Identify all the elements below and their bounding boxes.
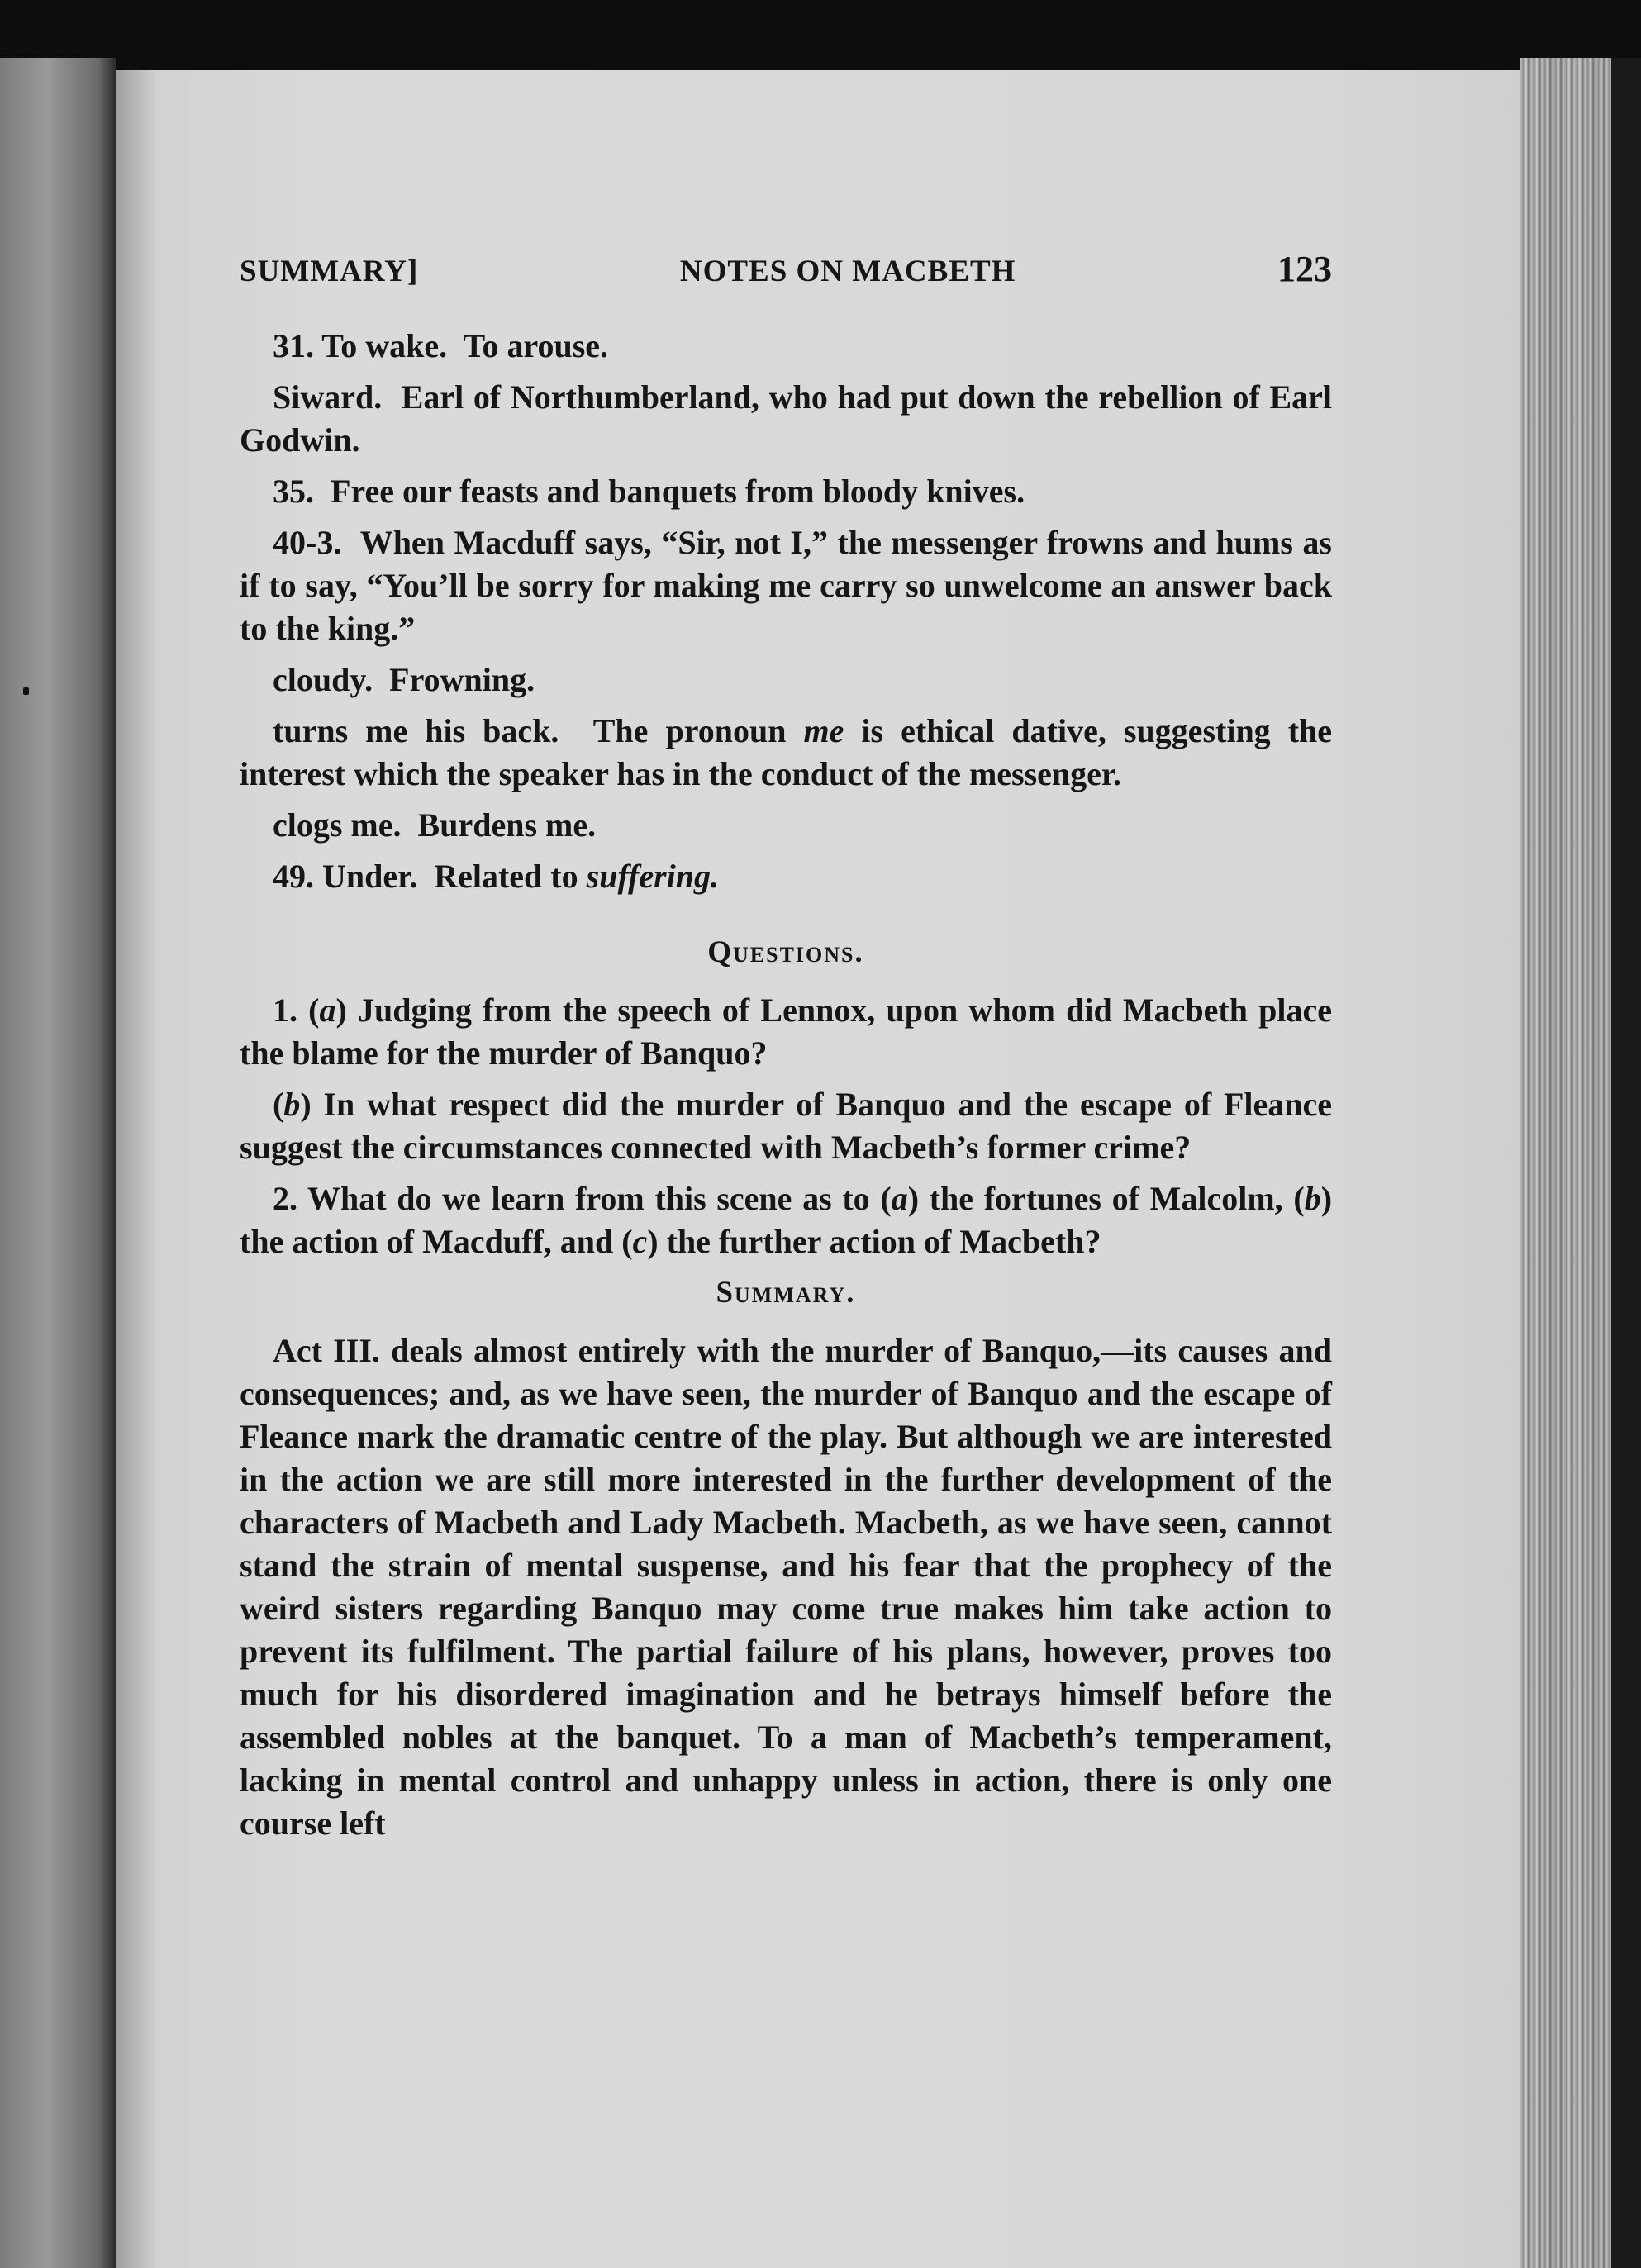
- note-gloss: To arouse.: [463, 327, 609, 364]
- page-number: 123: [1277, 249, 1332, 289]
- scan-speck: [23, 687, 29, 695]
- summary-heading: Summary.: [716, 1276, 856, 1310]
- note-gloss: Earl of Northumberland, who had put down the rebellion of Earl Godwin.: [240, 378, 1333, 459]
- question-text: (: [273, 1086, 284, 1123]
- note-turns-me-his-back: [240, 710, 1332, 796]
- note-lemma: 35.: [273, 473, 314, 510]
- question-text: ) the fortunes of Malcolm, (: [907, 1180, 1305, 1217]
- note-clogs-me: [240, 804, 1332, 847]
- summary-paragraph: Act III. deals almost entirely with the murder of Banquo,—its causes and consequences; and, as we have seen, the murder of Banquo and the escape of Fleance mark the dramatic centre of the play. But although we are interested in the action we are still more interested in the further development of the characters of Macbeth and Lady Macbeth. Macbeth, as we have seen, cannot stand the strain of mental suspense, and his fear that the prophecy of the weird sisters regarding Banquo may come true makes him take action to prevent its fulfilment. The partial failure of his plans, however, proves too much for his disordered imagination and he betrays himself before the assembled nobles at the banquet. To a man of Macbeth’s temperament, lacking in mental control and unhappy unless in action, there is only one course left: [240, 1332, 1332, 1842]
- note-gloss: Free our feasts and banquets from bloody knives.: [331, 473, 1025, 510]
- question-text: ) the action of Macduff, and (: [240, 1180, 1333, 1260]
- question-text: 1. (: [273, 991, 320, 1029]
- questions-heading: Questions.: [707, 935, 864, 969]
- note-line-49: [240, 855, 1332, 898]
- note-lemma: Siward.: [273, 378, 383, 416]
- note-gloss-part: Related to: [434, 858, 578, 895]
- question-letter: a: [319, 991, 336, 1029]
- question-text: ) the further action of Macbeth?: [647, 1223, 1101, 1260]
- question-letter: c: [632, 1223, 648, 1260]
- question-text: ) In what respect did the murder of Banquo and the escape of Fleance suggest the circumstances connected with Macbeth’s former crime?: [240, 1086, 1332, 1166]
- question-letter: b: [1304, 1180, 1321, 1217]
- note-gloss-part: The pronoun: [592, 712, 787, 749]
- note-gloss: When Macduff says, “Sir, not I,” the messenger frowns and hums as if to say, “You’ll be sorry for making me carry so unwelcome an answer back to the king.”: [240, 524, 1332, 647]
- question-1b: [240, 1083, 1332, 1169]
- note-gloss: Frowning.: [389, 661, 535, 698]
- note-lemma: 40-3.: [273, 524, 342, 561]
- note-gloss-italic: suffering.: [586, 858, 720, 895]
- question-text: 2. What do we learn from this scene as to (: [273, 1180, 892, 1217]
- note-lemma: 49. Under.: [273, 858, 418, 895]
- note-gloss-part: is ethical dative, suggesting the interest which the speaker has in the conduct of the messenger.: [240, 712, 1333, 792]
- running-head-left: SUMMARY]: [240, 254, 419, 288]
- note-siward: [240, 376, 1332, 462]
- question-text: ) Judging from the speech of Lennox, upon whom did Macbeth place the blame for the murder of Banquo?: [240, 991, 1333, 1072]
- running-head-title: NOTES ON MACBETH: [679, 254, 1016, 288]
- question-1a: [240, 989, 1332, 1075]
- note-lemma: 31. To wake.: [273, 327, 448, 364]
- note-cloudy: [240, 659, 1332, 701]
- note-line-40-3: [240, 521, 1332, 650]
- note-line-31: [240, 325, 1332, 368]
- note-gloss-italic: me: [803, 712, 844, 749]
- scan-border: [1611, 58, 1641, 2268]
- note-line-35: [240, 470, 1332, 513]
- note-gloss: Burdens me.: [417, 806, 597, 844]
- page-text: [240, 248, 1332, 1845]
- adjacent-page-strip: [0, 58, 116, 2268]
- running-head: [240, 248, 1332, 293]
- question-letter: a: [891, 1180, 908, 1217]
- note-lemma: cloudy.: [273, 661, 373, 698]
- question-2: [240, 1177, 1332, 1263]
- note-lemma: clogs me.: [273, 806, 402, 844]
- question-letter: b: [283, 1086, 301, 1123]
- note-lemma: turns me his back.: [273, 712, 559, 749]
- page-edges: [1520, 58, 1611, 2268]
